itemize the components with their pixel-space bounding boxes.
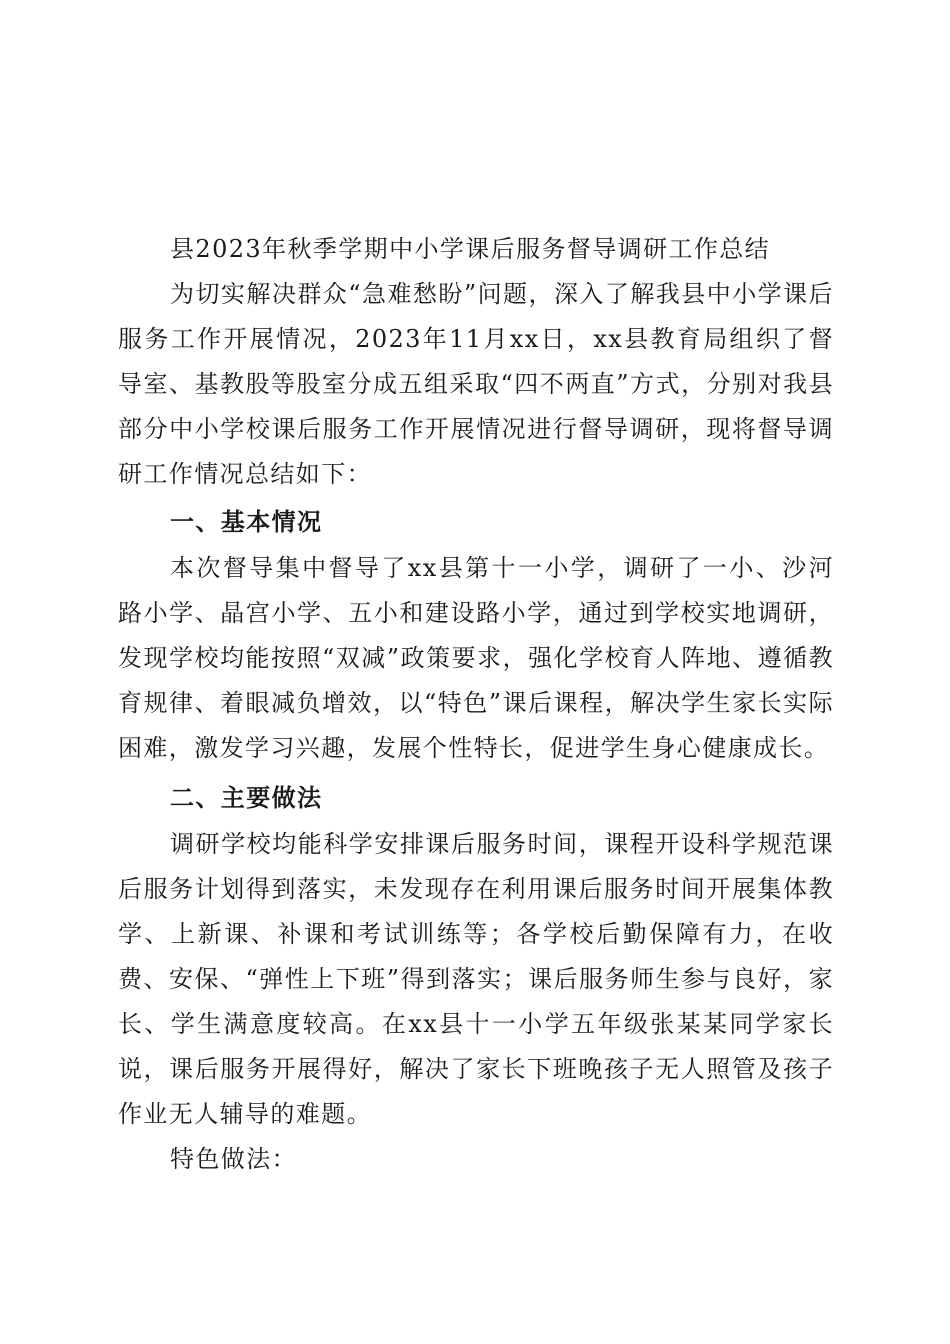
section-heading-main-practices: 二、主要做法 (170, 784, 323, 812)
features-label: 特色做法： (170, 1145, 297, 1173)
document-title: 县2023年秋季学期中小学课后服务督导调研工作总结 (170, 235, 771, 263)
section-heading-basic-situation: 一、基本情况 (170, 508, 323, 536)
document-body (118, 227, 834, 1182)
intro-paragraph: 为切实解决群众“急难愁盼”问题，深入了解我县中小学课后服务工作开展情况，2023年11月xx日，xx县教育局组织了督导室、基教股等股室分成五组采取“四不两直”方式，分别对我县部分中小学校课后服务工作开展情况进行督导调研，现将督导调研工作情况总结如下： (118, 280, 834, 488)
section-basic-situation-body: 本次督导集中督导了xx县第十一小学，调研了一小、沙河路小学、晶宫小学、五小和建设路小学，通过到学校实地调研，发现学校均能按照“双减”政策要求，强化学校育人阵地、遵循教育规律、着眼减负增效，以“特色”课后课程，解决学生家长实际困难，激发学习兴趣，发展个性特长，促进学生身心健康成长。 (118, 554, 834, 762)
section-main-practices-body: 调研学校均能科学安排课后服务时间，课程开设科学规范课后服务计划得到落实，未发现存在利用课后服务时间开展集体教学、上新课、补课和考试训练等；各学校后勤保障有力，在收费、安保、“弹性上下班”得到落实；课后服务师生参与良好，家长、学生满意度较高。在xx县十一小学五年级张某某同学家长说，课后服务开展得好，解决了家长下班晚孩子无人照管及孩子作业无人辅导的难题。 (118, 830, 834, 1128)
